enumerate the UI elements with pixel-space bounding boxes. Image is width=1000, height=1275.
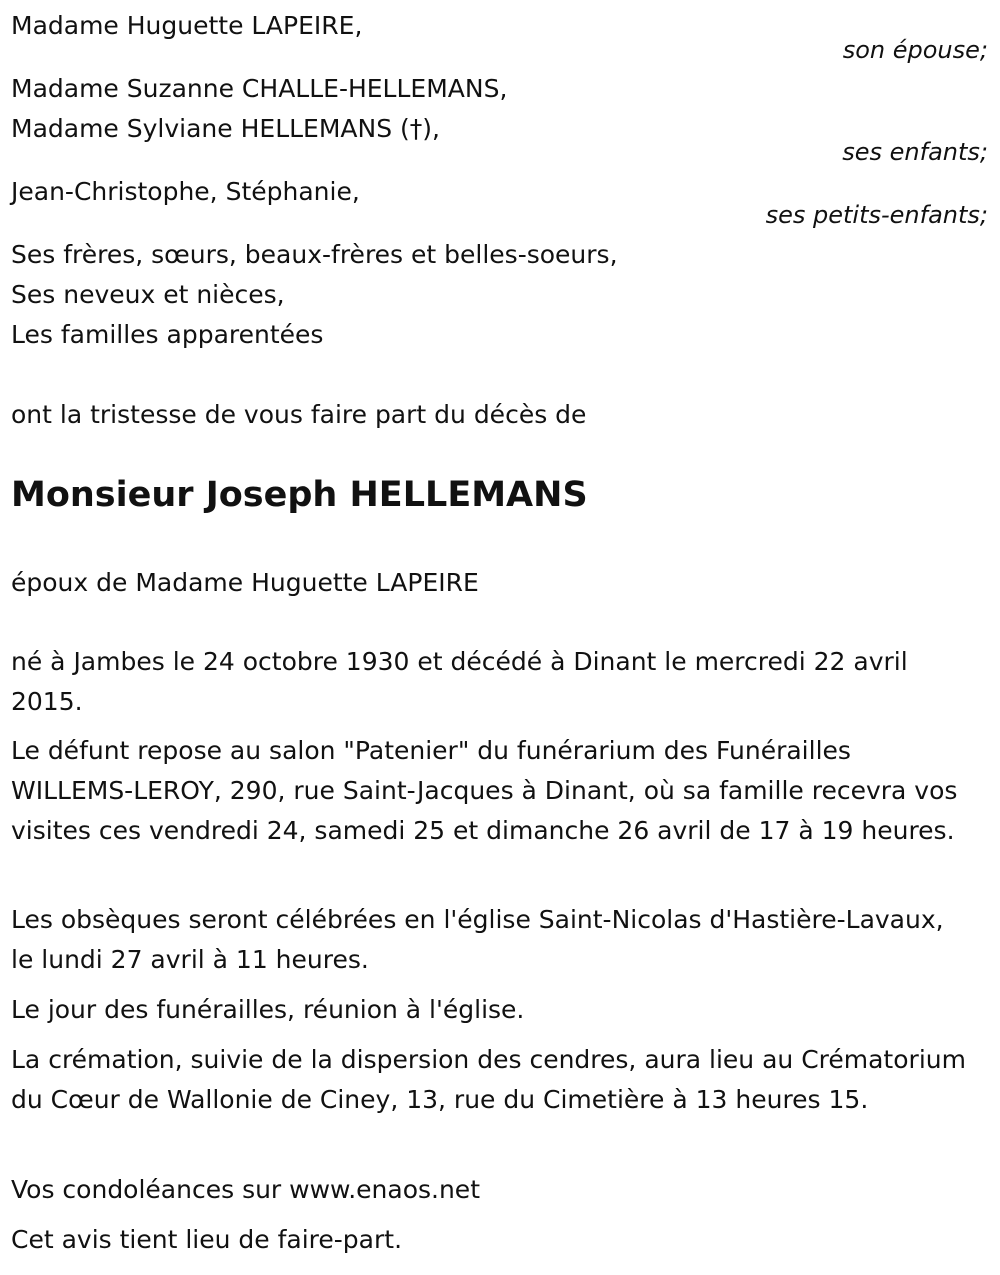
visitation-paragraph: Le défunt repose au salon "Patenier" du funérarium des Funérailles WILLEMS-LEROY, 290, rue Saint-Jacques à Dinant, où sa famille recevra vos visites ces vendredi 24, samedi 25 et dimanche 26 avril de 17 à 19 heures. <box>11 736 958 845</box>
notice-paragraph: Cet avis tient lieu de faire-part. <box>11 1225 403 1254</box>
relatives-line: Les familles apparentées <box>11 320 324 349</box>
siblings-line: Ses frères, sœurs, beaux-frères et belles-soeurs, <box>11 240 618 269</box>
funeral-paragraph: Les obsèques seront célébrées en l'église Saint-Nicolas d'Hastière-Lavaux, le lundi 27 avril à 11 heures. <box>11 905 944 974</box>
birth-death-paragraph: né à Jambes le 24 octobre 1930 et décédé à Dinant le mercredi 22 avril 2015. <box>11 647 908 716</box>
child-name-1: Madame Suzanne CHALLE-HELLEMANS, <box>11 74 508 103</box>
meeting-paragraph: Le jour des funérailles, réunion à l'église. <box>11 995 525 1024</box>
grandchildren-role: ses petits-enfants; <box>765 201 988 229</box>
deceased-name: Monsieur Joseph HELLEMANS <box>11 475 588 515</box>
grandchildren-names: Jean-Christophe, Stéphanie, <box>11 177 360 206</box>
spouse-role: son épouse; <box>842 36 988 64</box>
condolences-paragraph: Vos condoléances sur www.enaos.net <box>11 1175 480 1204</box>
spouse-of-line: époux de Madame Huguette LAPEIRE <box>11 568 479 597</box>
spouse-name: Madame Huguette LAPEIRE, <box>11 11 363 40</box>
announcement-line: ont la tristesse de vous faire part du décès de <box>11 400 587 429</box>
nephews-line: Ses neveux et nièces, <box>11 280 285 309</box>
cremation-paragraph: La crémation, suivie de la dispersion des cendres, aura lieu au Crématorium du Cœur de Wallonie de Ciney, 13, rue du Cimetière à 13 heures 15. <box>11 1045 966 1114</box>
child-name-2: Madame Sylviane HELLEMANS (†), <box>11 114 440 143</box>
children-role: ses enfants; <box>842 138 988 166</box>
